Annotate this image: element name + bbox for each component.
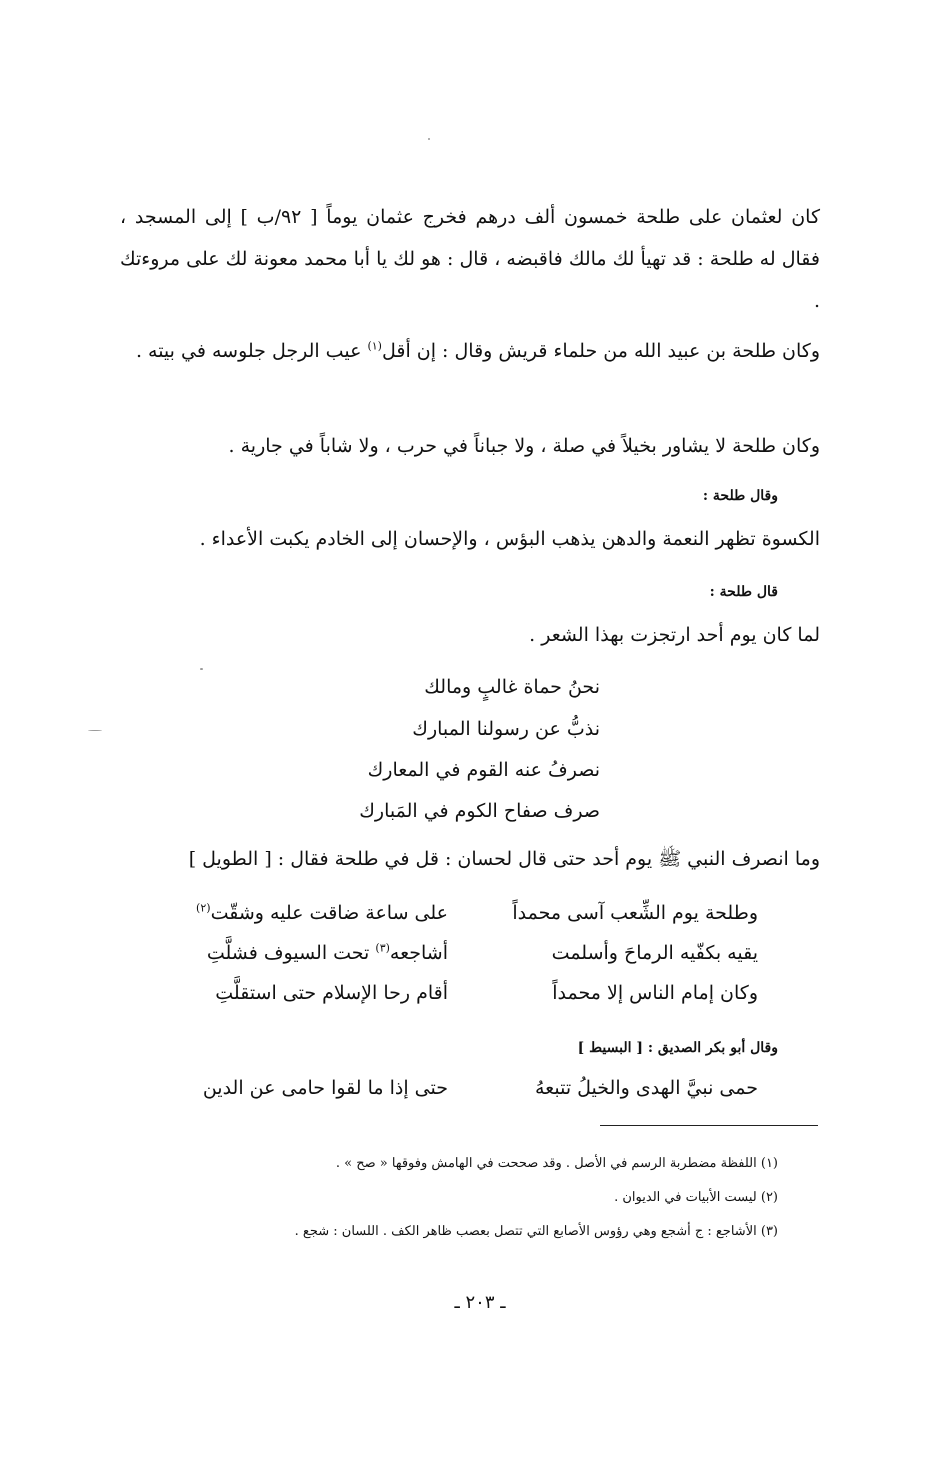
verse-hemistich: حتى إذا ما لقوا حامى عن الدين: [202, 1077, 448, 1099]
footnote-separator: [600, 1125, 818, 1126]
verse-hemistich: حمى نبيَّ الهدى والخيلُ تتبعهُ: [535, 1077, 758, 1099]
hemistich-text: تحت السيوف فشلَّتِ: [206, 942, 376, 964]
section-heading: قال طلحة :: [709, 584, 778, 600]
poem-verse: [178, 897, 758, 929]
scan-speck: [88, 730, 102, 731]
verse-hemistich: [178, 937, 448, 969]
footnote: (٢) ليست الأبيات في الديوان .: [614, 1190, 778, 1205]
poem-verse: [178, 937, 758, 969]
saying-text: الكسوة تظهر النعمة والدهن يذهب البؤس ، والإحسان إلى الخادم يكبت الأعداء .: [199, 528, 820, 550]
rajaz-verse: صرف صفاح الكوم في المَبارك: [359, 800, 600, 822]
page-number: ـ ٢٠٣ ـ: [454, 1292, 506, 1313]
paragraph-text: وكان طلحة بن عبيد الله من حلماء قريش وقال : إن أقل: [381, 340, 820, 362]
scan-speck: [428, 138, 430, 140]
rajaz-verse: نحنُ حماة غالبٍ ومالك: [424, 676, 600, 698]
hemistich-text: على ساعة ضاقت عليه وشقّت: [210, 902, 448, 924]
hassan-intro: وما انصرف النبي ﷺ يوم أحد حتى قال لحسان : قل في طلحة فقال : [ الطويل ]: [188, 848, 820, 870]
footnote: (١) اللفظة مضطربة الرسم في الأصل . وقد صححت في الهامش وفوقها « صح » .: [335, 1156, 778, 1171]
poem-verse: [178, 977, 758, 1009]
verse-hemistich: أقام رحا الإسلام حتى استقلَّتِ: [215, 982, 448, 1004]
footnote: (٣) الأشاجع : ج أشجع وهي رؤوس الأصابع التي تتصل بعصب ظاهر الكف . اللسان : شجع .: [294, 1224, 778, 1239]
paragraph-talha-halim: [120, 330, 820, 372]
footnote-ref: (١): [367, 339, 382, 353]
scan-speck: [200, 668, 203, 670]
verse-hemistich: وكان إمام الناس إلا محمداً: [552, 982, 758, 1004]
rajaz-intro: لما كان يوم أحد ارتجزت بهذا الشعر .: [529, 624, 820, 646]
rajaz-verse: نذبُّ عن رسولنا المبارك: [412, 718, 600, 740]
hemistich-text: أشاجعه: [389, 942, 448, 964]
paragraph-uthman-debt: كان لعثمان على طلحة خمسون ألف درهم فخرج عثمان يوماً [ ٩٢/ب ] إلى المسجد ، فقال له طلحة : قد تهيأ لك مالك فاقبضه ، قال : هو لك يا أبا محمد معونة لك على مروءتك .: [120, 206, 820, 312]
footnote-ref: (٣): [375, 941, 390, 955]
paragraph-text: عيب الرجل جلوسه في بيته .: [135, 340, 368, 362]
poem-verse: [178, 1072, 758, 1104]
verse-hemistich: يقيه بكفّيه الرماحَ وأسلمت: [551, 942, 758, 964]
verse-hemistich: [178, 897, 448, 929]
rajaz-verse: نصرفُ عنه القوم في المعارك: [367, 759, 600, 781]
verse-hemistich: وطلحة يوم الشِّعب آسى محمداً: [512, 902, 758, 924]
footnote-ref: (٢): [196, 901, 211, 915]
paragraph-talha-advice: وكان طلحة لا يشاور بخيلاً في صلة ، ولا جباناً في حرب ، ولا شاباً في جارية .: [228, 435, 820, 457]
section-heading: وقال طلحة :: [702, 488, 778, 504]
section-heading: وقال أبو بكر الصديق : [ البسيط ]: [577, 1040, 778, 1056]
